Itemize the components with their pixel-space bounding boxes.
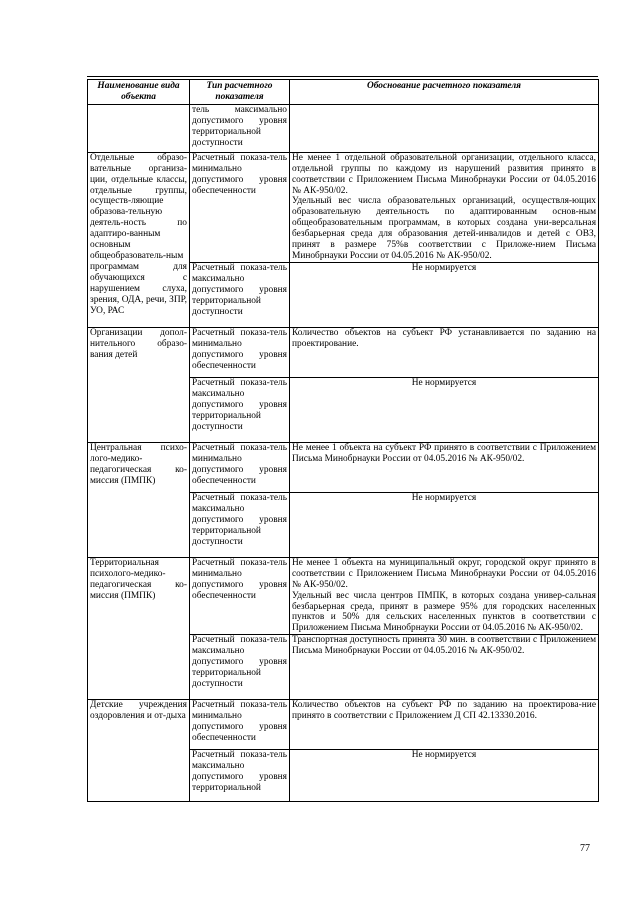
basis-cell (290, 104, 599, 152)
indicator-type-cell: Расчетный показа-тель максимально допустимого уровня территориальной доступности (190, 377, 290, 442)
top-rule (87, 76, 598, 77)
indicator-type-cell: Расчетный показа-тель максимально допустимого уровня территориальной доступности (190, 635, 290, 700)
table-header-row (88, 80, 599, 105)
header-object-type: Наименование вида объекта (88, 80, 190, 105)
basis-paragraph: Удельный вес числа центров ПМПК, в которых создана универ-сальная безбарьерная среда, принят в размере 95% для городских населенных пунктов и 50% для сельских населенных пунктов в соответствии с Приложением Письма Минобрнауки России от 04.05.2016 № АК-950/02. (292, 590, 596, 634)
basis-cell: Не нормируется (290, 377, 599, 442)
basis-cell: Не нормируется (290, 262, 599, 327)
basis-paragraph: Не менее 1 отдельной образовательной организации, отдельного класса, отдельной группы по каждому из нарушений развития принято в соответствии с Приложением Письма Минобрнауки России от 04.05.2016 № АК-950/02. (292, 152, 596, 196)
table-row (88, 152, 599, 262)
indicator-type-cell: Расчетный показа-тель максимально допустимого уровня территориальной доступности (190, 262, 290, 327)
header-indicator-type: Тип расчетного показателя (190, 80, 290, 105)
indicator-type-cell: тель максимально допустимого уровня территориальной доступности (190, 104, 290, 152)
indicator-type-cell: Расчетный показа-тель минимально допустимого уровня обеспеченности (190, 700, 290, 750)
basis-cell: Транспортная доступность принята 30 мин. в соответствии с Приложением Письма Минобрнауки России от 04.05.2016 № АК-950/02. (290, 635, 599, 700)
basis-cell: Не нормируется (290, 492, 599, 557)
basis-cell: Количество объектов на субъект РФ устанавливается по заданию на проектирование. (290, 327, 599, 377)
basis-cell: Не менее 1 объекта на субъект РФ принято в соответствии с Приложением Письма Минобрнауки России от 04.05.2016 № АК-950/02. (290, 442, 599, 492)
header-basis: Обоснование расчетного показателя (290, 80, 599, 105)
indicator-type-cell: Расчетный показа-тель максимально допустимого уровня территориальной доступности (190, 492, 290, 557)
object-cell: Отдельные образо-вательные организа-ции, отдельные классы, отдельные группы, осуществ-ляющие образова-тельную деятель-ность по адаптиро-ванным основным общеобразователь-ным программам для обучающихся с нарушением слуха, зрения, ОДА, речи, ЗПР, УО, РАС (88, 152, 190, 327)
indicator-type-cell: Расчетный показа-тель минимально допустимого уровня обеспеченности (190, 557, 290, 634)
indicator-type-cell: Расчетный показа-тель минимально допустимого уровня обеспеченности (190, 327, 290, 377)
indicator-type-cell: Расчетный показа-тель минимально допустимого уровня обеспеченности (190, 442, 290, 492)
basis-paragraph: Удельный вес числа образовательных организаций, осуществля-ющих образовательную деятельность по адаптированным основ-ным общеобразовательным программам, в которых создана уни-версальная безбарьерная среда для образования детей-инвалидов и детей с ОВЗ, принят в размере 75%в соответствии с Приложе-нием Письма Минобрнауки России от 04.05.2016 № АК-950/02. (292, 196, 596, 261)
object-cell: Детские учреждения оздоровления и от-дыха (88, 700, 190, 802)
object-cell: Территориальная психолого-медико-педагогическая ко-миссия (ПМПК) (88, 557, 190, 699)
table-row (88, 700, 599, 750)
basis-paragraph: Не менее 1 объекта на муниципальный округ, городской округ принято в соответствии с Приложением Письма Минобрнауки России от 04.05.2016 № АК-950/02. (292, 557, 596, 590)
basis-cell (290, 557, 599, 634)
page-number: 77 (580, 843, 590, 854)
table-row (88, 104, 599, 152)
indicator-type-cell: Расчетный показа-тель минимально допустимого уровня обеспеченности (190, 152, 290, 262)
table-row (88, 442, 599, 492)
object-cell: Центральная психо-лого-медико-педагогическая ко-миссия (ПМПК) (88, 442, 190, 557)
object-cell (88, 104, 190, 152)
basis-cell: Не нормируется (290, 750, 599, 802)
indicator-type-cell: Расчетный показа-тель максимально допустимого уровня территориальной (190, 750, 290, 802)
basis-cell (290, 152, 599, 262)
table-row (88, 327, 599, 377)
basis-cell: Количество объектов на субъект РФ по заданию на проектирова-ние принято в соответствии с Приложением Д СП 42.13330.2016. (290, 700, 599, 750)
table-row (88, 557, 599, 634)
object-cell: Организации допол-нительного образо-вания детей (88, 327, 190, 442)
norms-table (87, 79, 599, 802)
